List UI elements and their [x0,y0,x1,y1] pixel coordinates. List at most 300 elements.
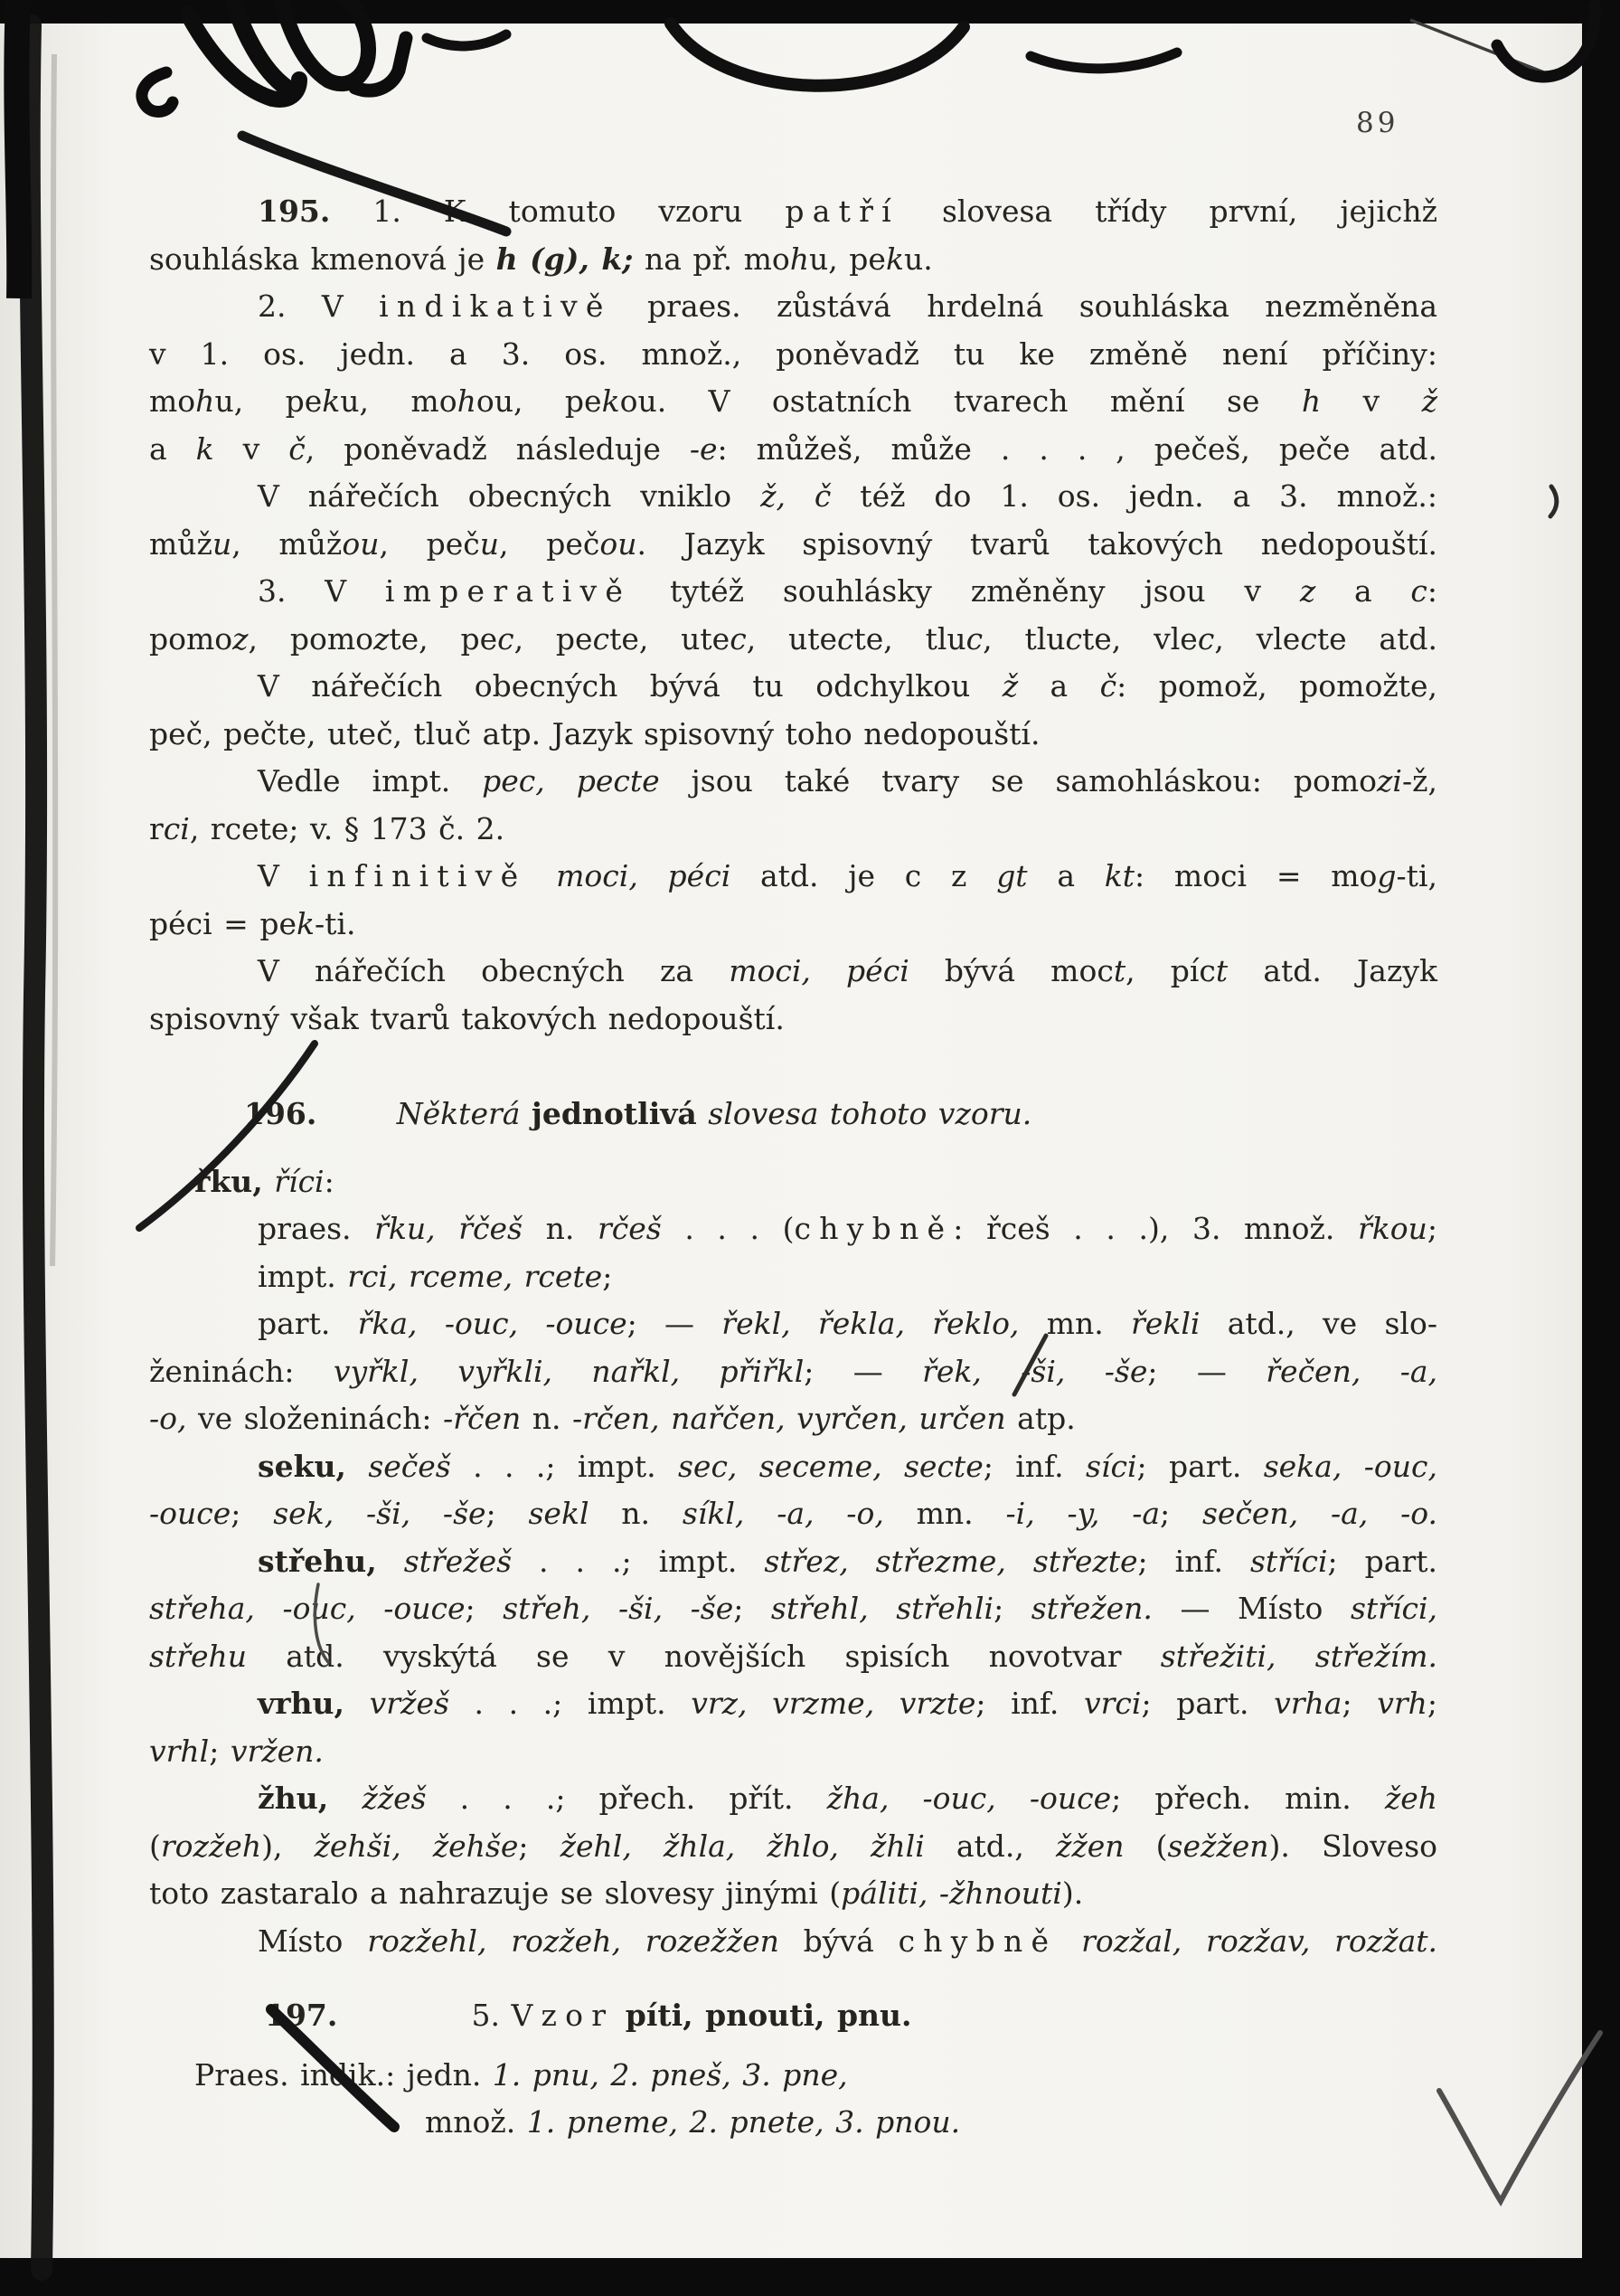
text-segment: h [789,241,810,277]
text-segment: žha, -ouc, -ouce [826,1781,1112,1816]
text-segment: -e [689,430,718,467]
text-line [149,1443,1437,1491]
text-segment: řek, -ši, -še [922,1353,1148,1389]
text-line [149,188,1437,236]
text-segment: , ute [746,620,838,657]
text-segment: vrz, vrzme, vrzte [691,1686,976,1721]
scan-edge-top [0,0,1620,24]
text-segment: peč, pečte, uteč, tluč atp. Jazyk spisovný toho nedopouští. [149,715,1041,751]
section-196-heading [149,1091,1437,1139]
text-segment: ; [485,1496,529,1531]
text-segment: u [212,525,232,562]
text-segment: k [322,383,341,419]
text-segment [731,2057,743,2093]
text-line [149,1490,1437,1538]
text-segment: 2. V [258,288,380,324]
text-segment: síkl, -a, -o, [682,1496,884,1531]
text-segment: z [232,620,249,657]
text-segment: ; [1427,1211,1437,1246]
text-segment: . . .; impt. [512,1543,765,1579]
text-segment: ), [261,1828,315,1864]
text-segment: u. [903,241,933,277]
text-segment: žehši, žehše [314,1828,519,1864]
text-segment: řka, -ouc, -ouce [357,1306,627,1341]
text-segment: , píc [1126,953,1216,988]
text-segment: . . .; přech. přít. [426,1781,827,1816]
text-segment: žehl, žhla, žhlo, žhli [560,1828,925,1864]
text-line [149,1300,1437,1348]
text-segment [526,858,556,893]
text-segment: píti, pnouti, pnu. [625,1998,912,2033]
text-segment: sežžen [1167,1828,1269,1864]
text-segment: h [457,383,476,419]
text-segment: jednotlivá [531,1096,697,1131]
text-segment: V [258,858,309,893]
text-segment: , můž [231,525,343,562]
text-segment: chybně [898,1923,1058,1959]
pen-tick-right-margin [1550,487,1557,516]
text-line [149,1395,1437,1443]
text-segment: střez, střezme, střezte [764,1543,1138,1579]
text-segment: k [195,430,214,467]
text-segment: seka, -ouc, [1263,1448,1437,1484]
text-segment: V nářečích obecných vniklo [258,478,761,514]
text-line [149,1585,1437,1633]
text-segment: rozžehl, rozžeh, rozežžen [367,1923,779,1959]
text-segment: pec, pecte [482,763,660,798]
text-segment: páliti, -žhnouti [841,1876,1062,1911]
text-line [149,1205,1437,1253]
text-segment: Vedle impt. [258,763,483,798]
text-segment: , vle [1214,620,1301,657]
text-segment: a [1018,668,1100,704]
text-line [149,2099,1437,2147]
text-segment: -o, [149,1401,187,1436]
text-segment: vrhu, [258,1686,345,1721]
text-segment: řku, řčeš [374,1211,523,1246]
text-segment: řekl, řekla, řeklo, [721,1306,1020,1341]
text-line [149,996,1437,1044]
text-segment: 5. [471,1998,512,2033]
text-line [149,568,1437,616]
text-line [149,663,1437,711]
text-segment: stříci, [1350,1591,1437,1626]
text-segment: ; [518,1828,560,1864]
text-segment: ; [602,1258,613,1294]
text-segment: můž [149,525,212,562]
text-segment: pomo [149,620,233,657]
text-segment: k [885,241,904,277]
text-line [149,1918,1437,1966]
text-segment: vyřkl, vyřkli, nařkl, přiřkl [333,1353,805,1389]
text-segment: n. [521,1401,572,1436]
text-segment: n. [523,1211,598,1246]
text-segment: c [1197,620,1215,657]
binding-streak-top [16,0,19,298]
text-line [149,473,1437,521]
text-segment: ; [1160,1496,1202,1531]
text-segment: ci [163,810,190,846]
text-segment: : moci = mo [1135,858,1378,893]
text-segment: te, tlu [853,620,966,657]
text-segment: na př. mo [633,241,790,277]
text-segment: říci [274,1163,325,1199]
text-segment: . . . ( [661,1211,795,1246]
text-segment: ; inf. [1137,1543,1250,1579]
text-segment: ; — [1147,1353,1267,1389]
text-segment: střeh, -ši, -še [503,1591,734,1626]
text-segment: ( [1124,1828,1168,1864]
text-line [149,236,1437,284]
text-segment: ; [994,1591,1031,1626]
text-segment: zi [1377,763,1402,798]
text-segment: ž [1421,383,1437,419]
text-segment: ; part. [1327,1543,1437,1579]
section-number: 196. [244,1096,317,1131]
text-segment: atd. Jazyk [1228,953,1437,988]
text-segment: , peč [379,525,480,562]
text-segment: střehu [149,1638,248,1674]
text-segment: h [195,383,215,419]
text-segment: tytéž souhlásky změněny jsou v [631,573,1300,609]
text-line [149,853,1437,901]
text-segment: rozžeh [160,1828,262,1864]
text-segment: te, vle [1082,620,1198,657]
text-segment: ; — [626,1306,722,1341]
text-segment: -rčen, nařčen, vyrčen, určen [571,1401,1006,1436]
text-segment: Vzor [511,1998,615,2033]
text-segment: vrh [1377,1686,1427,1721]
text-segment: vrhl [149,1733,210,1769]
text-segment: jsou také tvary se samohláskou: pomo [659,763,1378,798]
text-segment: ). Sloveso [1268,1828,1438,1864]
text-segment: u, mo [340,383,457,419]
text-segment: te atd. [1316,620,1437,657]
text-segment: v [213,430,289,467]
text-segment: množ. [425,2104,527,2140]
text-line [149,1253,1437,1301]
text-segment: žžeš [362,1781,427,1816]
text-segment: g [1377,858,1397,893]
text-segment [599,2057,611,2093]
scan-edge-bottom [0,2258,1620,2296]
text-segment: gt [996,858,1028,893]
text-segment: ; — [804,1353,923,1389]
text-segment: vržeš [369,1686,449,1721]
text-block [149,188,1437,2147]
text-segment: praes. [258,1211,375,1246]
text-segment: ; [1427,1686,1437,1721]
text-line [149,426,1437,474]
text-segment: -ouce [149,1496,231,1531]
text-line [149,1823,1437,1871]
text-line [149,1633,1437,1681]
text-segment: c [730,620,747,657]
text-line [149,758,1437,806]
text-segment: a [1315,573,1411,609]
text-segment: n. [589,1496,683,1531]
text-line [149,1348,1437,1396]
text-segment: v [1321,383,1422,419]
text-segment: ; [1342,1686,1378,1721]
text-segment: indikativě [379,288,612,324]
text-line [149,948,1437,996]
text-segment: c [1410,573,1427,609]
text-segment: 3. pne, [742,2056,848,2093]
text-segment [824,2104,836,2140]
text-segment: : [324,1163,334,1199]
text-segment: moci, péci [556,858,731,893]
text-segment: ou [342,525,380,562]
text-segment: slovesa třídy první, jejichž [899,194,1437,229]
text-line [149,901,1437,949]
text-segment: r [149,810,164,846]
text-segment: infinitivě [308,858,527,893]
text-segment: Praes. indik.: jedn. [194,2056,493,2093]
text-segment: : můžeš, může . . . , pečeš, peče atd. [717,430,1438,467]
text-segment: 3. pnou. [835,2104,961,2140]
text-segment: c [837,620,854,657]
ink-swash-top-right [1031,52,1177,69]
text-segment: ; part. [1136,1448,1264,1484]
section-197-heading [149,1992,1437,2040]
text-line [149,331,1437,379]
text-segment: ž, č [760,478,832,514]
text-segment: rčeš [597,1211,662,1246]
hairline-top-right [1410,20,1553,76]
text-segment: ženinách: [149,1353,334,1389]
text-segment: atd., [924,1828,1056,1864]
text-segment: ; [733,1591,771,1626]
pencil-checkmark [1439,2033,1600,2201]
text-segment: V nářečích obecných za [258,953,730,988]
text-segment: kt [1104,858,1135,893]
text-segment: sek, -ši, -še [273,1496,486,1531]
page-number: 89 [1356,107,1399,139]
text-segment: : [1427,573,1438,609]
text-segment: atd. vyskýtá se v novějších spisích novotvar [247,1638,1161,1674]
text-segment: k [296,905,315,941]
text-line [149,1775,1437,1823]
text-segment: -ž, [1401,763,1437,798]
text-segment: sečeš [368,1448,451,1484]
text-segment: žhu, [258,1781,329,1816]
text-segment: 1. K tomuto vzoru [330,194,786,229]
text-segment: stříci [1249,1543,1328,1579]
text-segment: c [592,620,610,657]
text-segment: ; inf. [975,1686,1085,1721]
text-segment: mn. [1019,1306,1132,1341]
text-segment: síci [1085,1448,1137,1484]
text-segment: 1. pnu, [492,2056,599,2093]
text-segment: řku, [194,1163,263,1199]
text-segment: , tlu [983,620,1066,657]
text-segment: c [1065,620,1083,657]
text-segment: c [965,620,984,657]
text-segment: Místo [258,1923,368,1959]
text-segment: žeh [1384,1781,1437,1816]
text-line [149,1538,1437,1586]
text-segment [346,1449,368,1484]
text-segment: . . .; impt. [448,1686,692,1721]
text-segment: ž [1002,668,1019,704]
text-segment: sečen, -a, -o. [1201,1496,1438,1531]
text-segment: te, pe [389,620,498,657]
text-line [149,521,1437,569]
text-segment: ve složeninách: [186,1401,444,1436]
text-segment: atp. [1005,1401,1076,1436]
binding-shadow-echo [52,54,55,1266]
text-segment: seku, [258,1448,346,1484]
text-segment [1057,1923,1081,1959]
text-segment: střehl, střehli [770,1591,994,1626]
text-segment: h [1301,383,1322,419]
text-segment: z [1299,573,1316,609]
text-segment: sekl [528,1496,589,1531]
text-segment: -i, -y, -a [1005,1496,1161,1531]
text-line [149,616,1437,664]
text-segment: atd. je c z [730,858,997,893]
text-segment: 3. V [258,573,385,609]
text-segment: , pomo [248,620,373,657]
scan-edge-right [1582,0,1620,2296]
text-segment: 195. [258,194,331,229]
text-segment: , peč [499,525,600,562]
text-segment: řečen, -a, [1266,1353,1438,1389]
text-segment: . . .; impt. [450,1448,678,1484]
text-segment: č [288,430,306,467]
text-segment: z [373,620,390,657]
text-segment: . Jazyk spisovný tvarů takových nedopouští. [636,525,1438,562]
text-segment: řekli [1131,1306,1201,1341]
text-line [149,2052,1437,2100]
text-segment: ; přech. min. [1111,1781,1385,1816]
text-segment: bývá moc [909,953,1114,988]
text-segment: , poněvadž následuje [305,430,690,467]
text-segment: rozžal, rozžav, rozžat. [1081,1923,1437,1959]
text-segment: Některá [396,1096,532,1131]
text-segment: u, pe [809,241,886,277]
text-segment: -řčen [443,1401,522,1436]
text-segment: chybně [794,1211,954,1246]
text-segment: řkou [1357,1211,1427,1246]
text-segment: -ti. [314,905,356,941]
text-segment: atd., ve slo- [1200,1306,1437,1341]
text-line [149,283,1437,331]
text-segment [614,1998,626,2033]
text-segment: 2. pnete, [689,2104,824,2140]
text-segment: part. [258,1306,358,1341]
text-segment: — Místo [1152,1591,1351,1626]
text-segment: moci, péci [729,953,909,988]
text-segment: u [479,525,500,562]
text-segment [328,1781,362,1816]
text-line [149,1870,1437,1918]
text-segment: : pomož, pomožte, [1116,668,1437,704]
text-segment: -ti, [1396,858,1437,893]
text-segment: t [1215,953,1229,988]
text-line [149,711,1437,759]
text-segment: střeha, -ouc, -ouce [149,1591,466,1626]
text-segment: te, ute [609,620,730,657]
text-segment: v 1. os. jedn. a 3. os. množ., poněvadž tu ke změně není příčiny: [149,335,1437,372]
text-segment: : řceš . . .), 3. množ. [953,1211,1358,1246]
text-segment: , rcete; v. § 173 č. 2. [189,810,505,846]
text-line [149,806,1437,854]
text-segment: h (g), k; [495,241,634,277]
text-segment: a [1027,858,1105,893]
text-segment: též do 1. os. jedn. a 3. množ.: [831,478,1437,514]
text-segment: bývá [778,1923,899,1959]
text-segment [678,2104,690,2140]
text-segment: ou [599,525,637,562]
binding-streak-left [30,25,43,2270]
text-segment: k [601,383,620,419]
text-segment: střehu, [258,1543,377,1579]
text-segment: slovesa tohoto vzoru. [696,1096,1032,1131]
text-segment: impt. [258,1258,348,1294]
text-segment: ou, pe [476,383,602,419]
text-segment: střežen. [1031,1591,1153,1626]
text-segment: ; part. [1141,1686,1275,1721]
text-segment: souhláska kmenová je [149,241,496,277]
text-segment: mn. [883,1496,1006,1531]
text-segment: , pe [513,620,593,657]
text-segment: patří [785,194,899,229]
text-segment: střežeš [403,1543,513,1579]
text-segment: 2. pneš, [610,2056,731,2093]
text-segment: praes. zůstává hrdelná souhláska nezměněna [611,288,1437,324]
text-line [149,1728,1437,1776]
text-segment [377,1544,404,1579]
text-segment: c [1300,620,1317,657]
text-segment: ; inf. [983,1448,1086,1484]
text-segment: sec, seceme, secte [677,1448,984,1484]
text-segment: ( [149,1828,161,1864]
text-line [149,1158,1437,1206]
text-segment: ou. V ostatních tvarech mění se [619,383,1302,419]
text-segment: mo [149,383,196,419]
text-segment: vrha [1274,1686,1342,1721]
text-segment: u, pe [214,383,323,419]
text-segment: střežiti, střežím. [1160,1638,1437,1674]
text-segment [263,1164,275,1199]
text-segment: a [149,430,196,467]
text-segment: ; [209,1733,231,1769]
text-line [149,1680,1437,1728]
text-segment: t [1113,953,1126,988]
text-segment: ). [1061,1876,1084,1911]
text-segment: vržen. [230,1733,324,1769]
text-segment: imperativě [384,573,632,609]
text-line [149,378,1437,426]
text-segment: vrci [1084,1686,1142,1721]
text-segment: žžen [1055,1828,1125,1864]
section-number: 197. [265,1998,338,2033]
text-segment: toto zastaralo a nahrazuje se slovesy jinými ( [149,1876,842,1911]
text-segment: c [497,620,514,657]
text-segment: péci = pe [149,905,297,941]
text-segment: 1. pneme, [526,2104,678,2140]
ink-swash-top-center [671,24,964,86]
text-segment: ; [465,1591,504,1626]
text-segment: spisovný však tvarů takových nedopouští. [149,1000,785,1036]
text-segment: V nářečích obecných bývá tu odchylkou [258,668,1003,704]
text-segment: č [1099,668,1117,704]
text-segment: rci, rceme, rcete [347,1258,603,1294]
ink-swash-small [427,34,506,46]
text-segment [344,1686,370,1721]
